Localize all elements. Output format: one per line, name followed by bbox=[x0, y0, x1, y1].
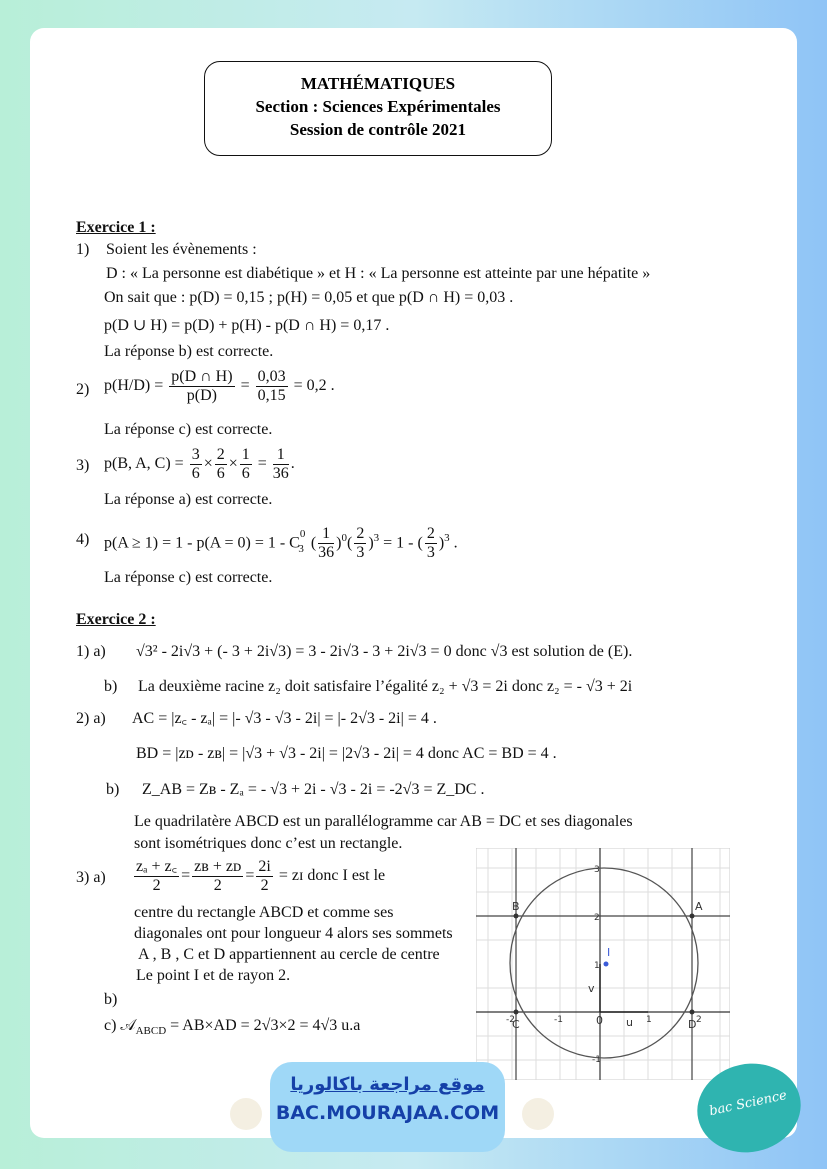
ex1-q3-number: 3) bbox=[76, 457, 90, 474]
label-A: A bbox=[695, 900, 703, 913]
ex1-q2-frac1-num: p(D ∩ H) bbox=[171, 367, 233, 385]
ex1-q2-frac2-num: 0,03 bbox=[257, 367, 286, 385]
ex2-q2-number: 2) a) bbox=[76, 710, 106, 727]
ex2-q3c bbox=[104, 1016, 360, 1041]
ex1-q3-f1-num: 3 bbox=[191, 445, 200, 463]
ex1-q4-frac-2-3b bbox=[425, 525, 437, 562]
ex1-q2-frac1-den: p(D) bbox=[186, 386, 217, 404]
ex2-q3a-f2-den: 2 bbox=[213, 876, 222, 894]
footer-logo-left bbox=[230, 1098, 262, 1130]
label-C: C bbox=[512, 1018, 520, 1031]
ex1-q3-result bbox=[273, 446, 289, 483]
ex1-q4-formula: $p(A \ge 1) = 1 - p(A = 0) = 1 - C^0_3$ ( $\frac{1}{36}$ )$^0$( $\frac{2}{3}$ )$^3$ = 1 - ( $\frac{2}{3}$ )$^3$ . bbox=[104, 525, 458, 562]
ex1-q4-number: 4) bbox=[76, 531, 90, 548]
ex1-q3-f3-num: 1 bbox=[241, 445, 250, 463]
ex2-q3c-sub: ABCD bbox=[135, 1025, 167, 1038]
label-D: D bbox=[688, 1018, 697, 1031]
label-origin: 0 bbox=[596, 1014, 603, 1027]
ex2-q3-number: 3) a) bbox=[76, 869, 106, 886]
ex1-q4-mid: = 1 - bbox=[383, 534, 414, 552]
ex1-q2-answer: La réponse c) est correcte. bbox=[104, 421, 273, 438]
ex1-q4-c-sup: 0 bbox=[299, 528, 306, 540]
ex1-q1-known: On sait que : p(D) = 0,15 ; p(H) = 0,05 et que p(D ∩ H) = 0,03 . bbox=[104, 289, 514, 306]
ex2-q3b-label: b) bbox=[104, 991, 118, 1008]
ex2-q1b-label: b) bbox=[104, 678, 118, 695]
ex1-q4-frac-2-3 bbox=[354, 525, 366, 562]
ex2-q3a-frac3 bbox=[256, 858, 272, 895]
header-subject: MATHÉMATIQUES bbox=[300, 74, 456, 93]
ex2-q3-text1: centre du rectangle ABCD et comme ses bbox=[134, 904, 394, 921]
ex2-q1-number: 1) a) bbox=[76, 643, 106, 660]
ex1-q2-frac2 bbox=[256, 368, 288, 405]
ex1-q4-lhs: p(A ≥ 1) = 1 - p(A = 0) = 1 - C bbox=[104, 534, 300, 552]
x-tick-neg2: -2 bbox=[506, 1015, 515, 1025]
ex1-q1-number: 1) bbox=[76, 241, 90, 258]
bac-science-badge-text: bac Science bbox=[707, 1088, 789, 1120]
ex2-q3a-f3-num: 2i bbox=[258, 857, 271, 875]
ex1-q3-frac1 bbox=[190, 446, 202, 483]
ex2-q3-text3: A , B , C et D appartiennent au cercle de centre bbox=[138, 946, 440, 963]
ex1-q3-answer: La réponse a) est correcte. bbox=[104, 491, 273, 508]
ex2-q3a-f1-num: zₐ + z꜀ bbox=[136, 857, 178, 875]
y-tick-neg1: -1 bbox=[592, 1055, 601, 1065]
ex2-q1b: La deuxième racine z₂ doit satisfaire l’égalité z₂ + √3 = 2i donc z₂ = - √3 + 2i bbox=[138, 678, 633, 695]
ex1-q4-f1-den: 36 bbox=[318, 544, 335, 562]
y-tick-1: 1 bbox=[594, 961, 600, 971]
ex2-q3a-tail: = zɪ donc I est le bbox=[278, 867, 386, 884]
header-session: Session de contrôle 2021 bbox=[289, 120, 467, 139]
y-tick-2: 2 bbox=[594, 913, 600, 923]
ex1-q3-frac2 bbox=[215, 446, 227, 483]
header-box bbox=[204, 61, 552, 156]
ex1-q4-answer: La réponse c) est correcte. bbox=[104, 569, 273, 586]
ex1-q2-frac1 bbox=[169, 368, 234, 405]
ex2-q2b-label: b) bbox=[106, 781, 120, 798]
ex1-q1-events: D : « La personne est diabétique » et H : « La personne est atteinte par une hépatite » bbox=[106, 265, 651, 282]
ex2-q3-text2: diagonales ont pour longueur 4 alors ses sommets bbox=[134, 925, 453, 942]
label-u: u bbox=[626, 1016, 633, 1029]
ex1-q3-frac3 bbox=[240, 446, 252, 483]
ex2-q3a-frac1 bbox=[134, 858, 179, 895]
label-v: v bbox=[588, 982, 595, 995]
ex2-q1a: √3² - 2i√3 + (- 3 + 2i√3) = 3 - 2i√3 - 3 + 2i√3 = 0 donc √3 est solution de (E). bbox=[136, 643, 633, 660]
ex1-q4-f1-num: 1 bbox=[318, 525, 334, 544]
ex1-q3-result-den: 36 bbox=[272, 464, 289, 482]
footer-url-link[interactable]: BAC.MOURAJAA.COM bbox=[275, 1102, 500, 1124]
ex2-q3a-formula: $\frac{\text{zₐ + z꜀}}{2}$ = $\frac{\text{zʙ + zᴅ}}{2}$ = $\frac{2i}{2}$ = zɪ donc I est le bbox=[136, 857, 386, 894]
ex1-q3-formula: p(B, A, C) = $\frac{3}{6}$ × $\frac{2}{6}$ × $\frac{1}{6}$ = $\frac{1}{36}$ . bbox=[104, 445, 295, 482]
label-B: B bbox=[512, 900, 520, 913]
ex1-q4-f3-num: 2 bbox=[426, 525, 435, 543]
x-tick-neg1: -1 bbox=[554, 1015, 563, 1025]
ex1-q3-f3-den: 6 bbox=[241, 464, 250, 482]
ex2-q3-text4: Le point I et de rayon 2. bbox=[136, 967, 291, 984]
point-I bbox=[604, 962, 609, 967]
ex1-q1-union: p(D ∪ H) = p(D) + p(H) - p(D ∩ H) = 0,17 . bbox=[104, 317, 390, 334]
ex1-q2-rhs: = 0,2 . bbox=[293, 377, 335, 394]
ex1-q4-exp3: 3 bbox=[373, 532, 380, 544]
ex2-q3a-f2-num: zʙ + zᴅ bbox=[194, 857, 242, 875]
ex2-q2b-text1: Le quadrilatère ABCD est un parallélogramme car AB = DC et ses diagonales bbox=[134, 813, 633, 830]
exercise-2-title: Exercice 2 : bbox=[76, 611, 156, 628]
ex2-q2b: Z_AB = Zʙ - Zₐ = - √3 + 2i - √3 - 2i = -2√3 = Z_DC . bbox=[142, 781, 485, 798]
ex1-q3-result-num: 1 bbox=[273, 446, 289, 465]
ex1-q4-exp3b: 3 bbox=[444, 532, 450, 544]
header-section: Section : Sciences Expérimentales bbox=[255, 97, 501, 116]
point-B bbox=[514, 914, 519, 919]
ex2-q2a-bd: BD = |zᴅ - zʙ| = |√3 + √3 - 2i| = |2√3 - 2i| = 4 donc AC = BD = 4 . bbox=[136, 745, 557, 762]
exercise-1-title: Exercice 1 : bbox=[76, 219, 156, 236]
ex1-q2-number: 2) bbox=[76, 381, 90, 398]
label-I: I bbox=[607, 946, 611, 959]
ex1-q1-answer: La réponse b) est correcte. bbox=[104, 343, 274, 360]
point-D bbox=[690, 1010, 695, 1015]
ex2-q3c-label: c) 𝒜 bbox=[104, 1017, 136, 1034]
point-C bbox=[514, 1010, 519, 1015]
ex1-q4-f2-den: 3 bbox=[356, 544, 365, 562]
footer-banner[interactable] bbox=[270, 1062, 505, 1152]
ex1-q1-intro: Soient les évènements : bbox=[106, 241, 257, 258]
ex1-q3-f2-num: 2 bbox=[216, 445, 225, 463]
complex-plane-figure bbox=[476, 848, 730, 1080]
ex1-q3-f2-den: 6 bbox=[216, 464, 225, 482]
ex1-q2-formula: p(H/D) = $\frac{p(D \cap H)}{p(D)}$ = $\frac{0,03}{0,15}$ = 0,2 . bbox=[104, 367, 335, 404]
ex1-q3-lhs: p(B, A, C) = bbox=[104, 455, 184, 472]
ex2-q3a-frac2 bbox=[192, 858, 243, 895]
footer-arabic-title[interactable]: موقع مراجعة باكالوريا bbox=[290, 1074, 485, 1095]
y-tick-3: 3 bbox=[594, 865, 600, 875]
ex1-q2-frac2-den: 0,15 bbox=[257, 386, 286, 404]
ex1-q3-f1-den: 6 bbox=[191, 464, 200, 482]
ex2-q3a-f3-den: 2 bbox=[260, 876, 269, 894]
x-tick-1: 1 bbox=[646, 1015, 652, 1025]
footer-logo-right bbox=[522, 1098, 554, 1130]
x-tick-2: 2 bbox=[696, 1015, 702, 1025]
ex2-q3a-f1-den: 2 bbox=[152, 876, 161, 894]
ex1-q4-f3-den: 3 bbox=[426, 544, 435, 562]
ex2-q3c-rhs: = AB×AD = 2√3×2 = 4√3 u.a bbox=[170, 1017, 361, 1034]
point-A bbox=[690, 914, 695, 919]
ex2-q2b-text2: sont isométriques donc c’est un rectangle. bbox=[134, 835, 403, 852]
ex1-q4-c-sub: 3 bbox=[298, 542, 304, 555]
ex1-q2-lhs: p(H/D) = bbox=[104, 377, 164, 394]
ex1-q4-frac-1-3 bbox=[318, 525, 334, 562]
ex2-q2a: AC = |z꜀ - zₐ| = |- √3 - √3 - 2i| = |- 2√3 - 2i| = 4 . bbox=[132, 710, 437, 727]
ex1-q4-f2-num: 2 bbox=[356, 525, 365, 543]
ex1-q4-exp0: 0 bbox=[341, 532, 347, 544]
